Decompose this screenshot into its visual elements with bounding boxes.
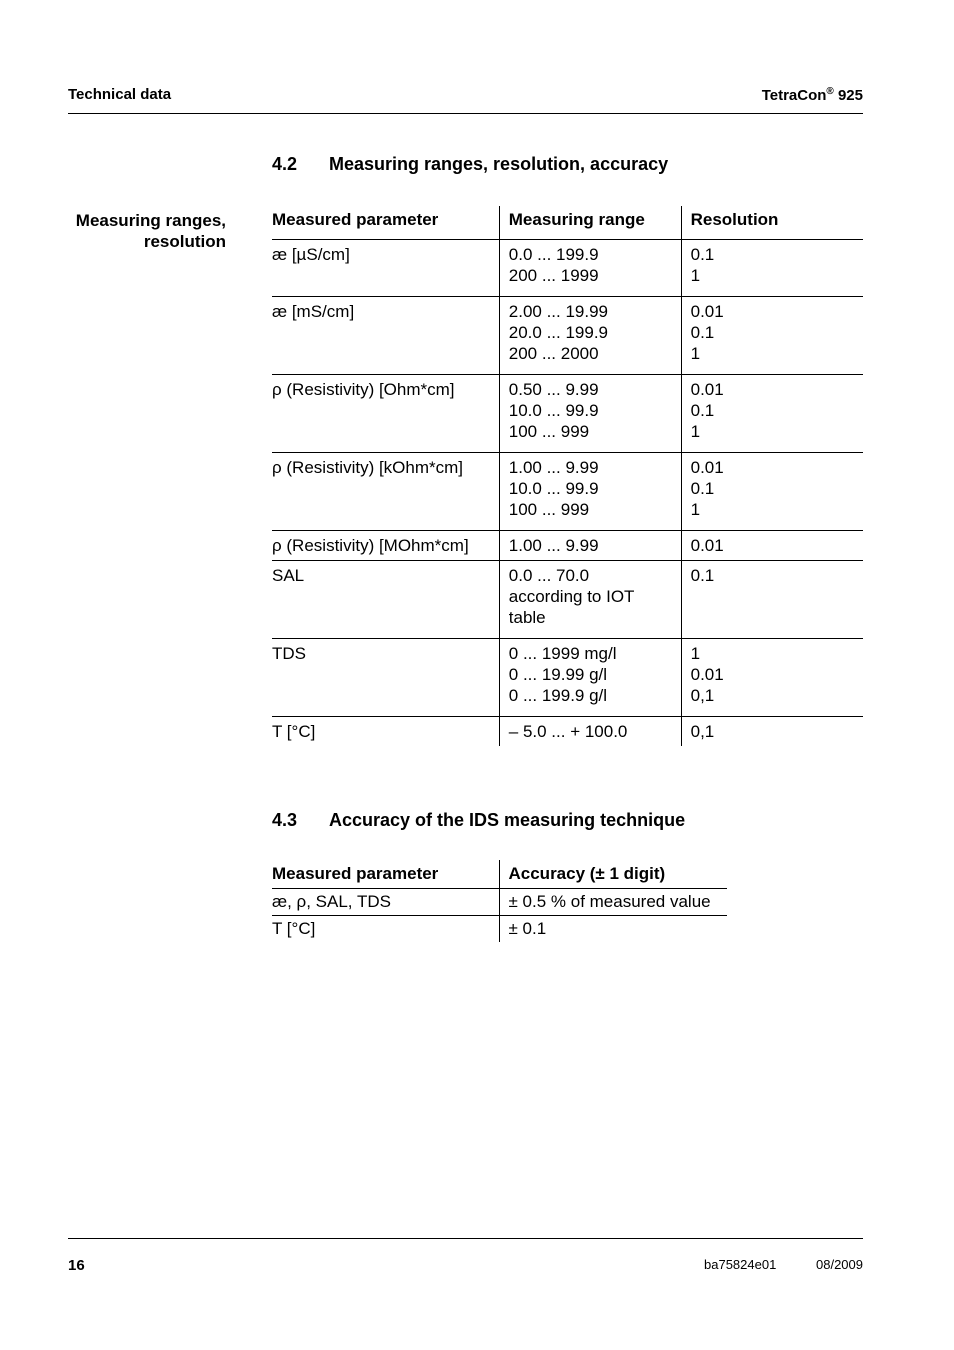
range-cell: [499, 638, 681, 716]
resolution-cell: [681, 239, 863, 296]
table-row: [272, 374, 863, 452]
range-cell: [499, 716, 681, 746]
resolution-value: 0,1: [690, 685, 715, 705]
column-header: Measuring range: [499, 206, 681, 239]
range-value: 0 ... 1999 mg/l: [508, 643, 617, 663]
table-row: [272, 239, 863, 296]
range-value: 0.0 ... 199.9: [508, 244, 599, 264]
param-cell: ρ (Resistivity) [kOhm*cm]: [272, 452, 499, 530]
table-row: [272, 888, 727, 915]
resolution-value: 0.1: [690, 478, 715, 498]
column-header: Accuracy (± 1 digit): [499, 860, 727, 888]
resolution-cell: [681, 296, 863, 374]
running-header-section: Technical data: [68, 86, 172, 103]
range-cell: [499, 530, 681, 560]
range-value: 0.50 ... 9.99: [508, 379, 599, 399]
param-cell: æ [mS/cm]: [272, 296, 499, 374]
range-value: 1.00 ... 9.99: [508, 457, 599, 477]
column-header: Resolution: [681, 206, 863, 239]
registered-mark: ®: [826, 86, 834, 97]
param-cell: æ [µS/cm]: [272, 239, 499, 296]
accuracy-cell: ± 0.5 % of measured value: [499, 888, 727, 915]
resolution-value: 1: [690, 643, 701, 663]
param-cell: SAL: [272, 560, 499, 638]
range-value: 10.0 ... 99.9: [508, 400, 599, 420]
table-header-row: [272, 860, 727, 888]
resolution-value: 0,1: [690, 721, 715, 741]
resolution-value: 0.1: [690, 244, 715, 264]
resolution-cell: [681, 716, 863, 746]
resolution-value: 0.01: [690, 379, 724, 399]
resolution-value: 1: [690, 421, 701, 441]
resolution-value: 0.01: [690, 457, 724, 477]
range-value: 100 ... 999: [508, 421, 590, 441]
section-title: Measuring ranges, resolution, accuracy: [329, 154, 669, 174]
range-value: 0 ... 19.99 g/l: [508, 664, 608, 684]
param-cell: æ, ρ, SAL, TDS: [272, 888, 499, 915]
table-row: [272, 716, 863, 746]
table-header-row: [272, 206, 863, 239]
running-header-product: [762, 86, 863, 104]
resolution-value: 0.01: [690, 664, 724, 684]
resolution-value: 0.01: [690, 535, 724, 555]
param-cell: T [°C]: [272, 721, 316, 741]
param-cell: ρ (Resistivity) [MOhm*cm]: [272, 530, 499, 560]
range-value: – 5.0 ... + 100.0: [508, 721, 628, 741]
product-name: TetraCon: [761, 87, 827, 104]
resolution-cell: [681, 560, 863, 638]
param-cell: ρ (Resistivity) [Ohm*cm]: [272, 374, 499, 452]
range-value: 0.0 ... 70.0: [508, 565, 590, 585]
margin-label-line: resolution: [143, 232, 226, 251]
resolution-value: 0.1: [690, 400, 715, 420]
ranges-table: [272, 206, 863, 746]
range-value: 0 ... 199.9 g/l: [508, 685, 608, 705]
range-value: 2.00 ... 19.99: [508, 301, 609, 321]
range-cell: [499, 560, 681, 638]
column-header: Measured parameter: [272, 860, 499, 888]
resolution-value: 1: [690, 499, 701, 519]
footer-rule: [68, 1238, 863, 1239]
range-cell: [499, 374, 681, 452]
accuracy-cell: ± 0.1: [499, 915, 727, 942]
margin-label-line: Measuring ranges,: [75, 211, 226, 230]
product-model: 925: [837, 87, 863, 104]
page-number: 16: [68, 1257, 85, 1274]
resolution-cell: [681, 638, 863, 716]
section-number: 4.3: [272, 810, 298, 830]
range-cell: [499, 296, 681, 374]
range-value: 10.0 ... 99.9: [508, 478, 599, 498]
resolution-cell: [681, 452, 863, 530]
param-cell: T [°C]: [272, 918, 316, 938]
range-cell: [499, 239, 681, 296]
table-row: [272, 452, 863, 530]
document-date: 08/2009: [816, 1257, 863, 1272]
table-row: [272, 560, 863, 638]
section-title: Accuracy of the IDS measuring technique: [329, 810, 686, 830]
resolution-cell: [681, 530, 863, 560]
resolution-value: 1: [690, 343, 701, 363]
resolution-value: 0.01: [690, 301, 724, 321]
margin-label: [40, 210, 226, 252]
section-number: 4.2: [272, 154, 298, 174]
range-value: 1.00 ... 9.99: [508, 535, 599, 555]
document-id: ba75824e01: [704, 1257, 777, 1272]
param-cell: TDS: [272, 638, 499, 716]
range-value: 200 ... 2000: [508, 343, 599, 363]
range-value: 100 ... 999: [508, 499, 590, 519]
table-row: [272, 638, 863, 716]
range-value: 20.0 ... 199.9: [508, 322, 609, 342]
resolution-value: 0.1: [690, 565, 715, 585]
table-row: [272, 296, 863, 374]
table-row: [272, 530, 863, 560]
resolution-value: 1: [690, 265, 701, 285]
range-value: table: [508, 607, 546, 627]
range-value: 200 ... 1999: [508, 265, 599, 285]
resolution-value: 0.1: [690, 322, 715, 342]
column-header: Measured parameter: [272, 206, 499, 239]
range-cell: [499, 452, 681, 530]
header-rule: [68, 113, 863, 114]
table-row: [272, 915, 727, 942]
accuracy-table: [272, 860, 727, 942]
range-value: according to IOT: [508, 586, 635, 606]
resolution-cell: [681, 374, 863, 452]
